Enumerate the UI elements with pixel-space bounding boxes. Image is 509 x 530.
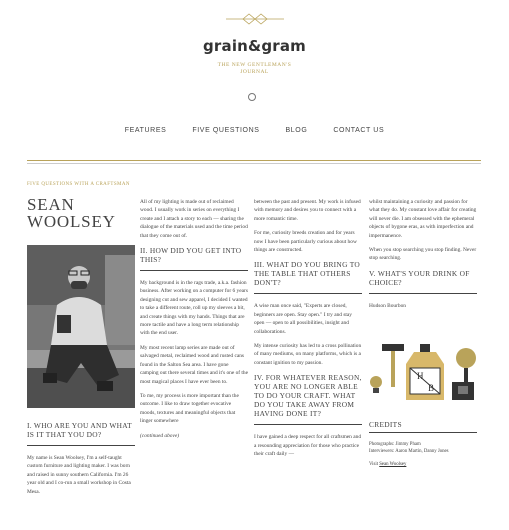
nav-contact-us[interactable]: CONTACT US [333, 127, 385, 134]
header-divider [27, 160, 481, 161]
credit-interviewers: Interviewers: Aaron Martin, Danny Jones [369, 449, 449, 455]
column-2 [140, 198, 248, 446]
question-2: II. HOW DID YOU GET INTO THIS? [140, 246, 242, 265]
answer-4-continued: whilst maintaining a curiosity and passion for what they do. My constant love affair for creating will never die. I am obsessed with the ephemeral objects of bygone eras, as with imperfection and impermanence. [369, 199, 477, 239]
answer-2-paragraph-5: For me, curiosity breeds creation and for years now I have been particularly curious about how things are constructed. [254, 230, 357, 254]
answer-4-closing: When you stop searching you stop finding. Never stop searching. [369, 247, 477, 262]
question-divider [140, 270, 248, 271]
article-kicker: FIVE QUESTIONS WITH A CRAFTSMAN [27, 182, 130, 187]
circle-icon [248, 93, 256, 101]
answer-4-paragraph: I have gained a deep respect for all craftsmen and a resounding appreciation for those who practice their craft daily — [254, 434, 362, 458]
answer-2-paragraph-4: between the past and present. My work is infused with memory and desires you to connect with a more romantic time. [254, 199, 361, 222]
visit-line [369, 461, 477, 468]
answer-3-paragraph-2: My intense curiosity has led to a cross pollination of many mediums, on many platforms, which is a constant ignition to my passion. [254, 343, 362, 366]
question-divider [254, 424, 362, 425]
craftsman-photo [27, 245, 135, 408]
answer-5: Hudson Bourbon [369, 302, 406, 309]
column-4 [369, 198, 477, 316]
credits-title: CREDITS [369, 420, 402, 429]
column-3 [254, 198, 362, 465]
question-divider [254, 293, 362, 294]
bourbon-illustration-icon [368, 342, 480, 406]
bottle-label-h: H [417, 371, 424, 381]
visit-sean-woolsey-link[interactable]: Sean Woolsey [379, 462, 407, 468]
header-divider-thin [27, 163, 481, 164]
answer-2-paragraph-3: To me, my process is more important than the outcome. I like to draw together evocative moods, textures and meaningful objects that linger somewhere [140, 392, 239, 425]
question-1: I. WHO ARE YOU AND WHAT IS IT THAT YOU DO? [27, 421, 132, 439]
credit-photographs: Photographs: Jimmy Pham [369, 442, 421, 448]
tagline-line-1: THE NEW GENTLEMAN'S [217, 62, 292, 68]
question-3: III. WHAT DO YOU BRING TO THE TABLE THAT OTHERS DON'T? [254, 260, 361, 288]
answer-2-paragraph-1: My background is in the rags trade, a.k.a. fashion business. After working on a computer for 6 years designing cut and sew apparel, I decided I wanted to take a different route, roll up my sleeves a bit, and create things with my hands. Things that are more tactile and have a long term relationship with the end user. [140, 280, 248, 337]
visit-prefix: Visit [369, 462, 379, 468]
craftsman-photo-illustration [27, 245, 135, 408]
answer-1-paragraph: My name is Sean Woolsey, I'm a self-taught custom furniture and lighting maker. I was born and raised in sunny southern California. I'm 26 year old and I co-run a small workshop in Costa Mesa. [27, 455, 131, 495]
question-divider [369, 293, 477, 294]
nav-blog[interactable]: BLOG [285, 127, 308, 134]
nav-features[interactable]: FEATURES [124, 127, 167, 134]
continued-note: (continued above) [140, 432, 180, 439]
answer-1-continued: All of my lighting is made out of reclaimed wood. I usually work in series on everything I create and I attach a story to each — sharing the dialogue of the materials used and the time period that they come out of. [140, 199, 248, 239]
question-5: V. WHAT'S YOUR DRINK OF CHOICE? [369, 268, 470, 287]
answer-3-paragraph-1: A wise man once said, "Experts are closed, beginners are open. Stay open." I try and stay open — open to all possibilities, insight and collaborations. [254, 303, 353, 335]
logo-ornament-icon [226, 12, 284, 26]
main-nav [0, 127, 509, 134]
site-tagline [0, 62, 509, 76]
answer-2-paragraph-2: My most recent lamp series are made out of salvaged metal, reclaimed wood and rusted cans found in the Salton Sea area. I have gone camping out there several times and it's one of the most magical places I have ever been to. [140, 344, 249, 385]
article-title: SEAN WOOLSEY [27, 195, 116, 231]
column-1 [27, 421, 135, 502]
credits-divider [369, 432, 477, 433]
credits-block [369, 421, 477, 468]
nav-five-questions[interactable]: FIVE QUESTIONS [192, 127, 260, 134]
bottle-label-b: B [428, 383, 435, 393]
tagline-line-2: JOURNAL [240, 69, 269, 75]
site-logo[interactable]: grain&gram [202, 37, 307, 55]
question-4: IV. FOR WHATEVER REASON, YOU ARE NO LONGER ABLE TO DO YOUR CRAFT. WHAT DO YOU TAKE AWAY FROM HAVING DONE IT? [254, 373, 362, 419]
question-divider [27, 445, 135, 446]
